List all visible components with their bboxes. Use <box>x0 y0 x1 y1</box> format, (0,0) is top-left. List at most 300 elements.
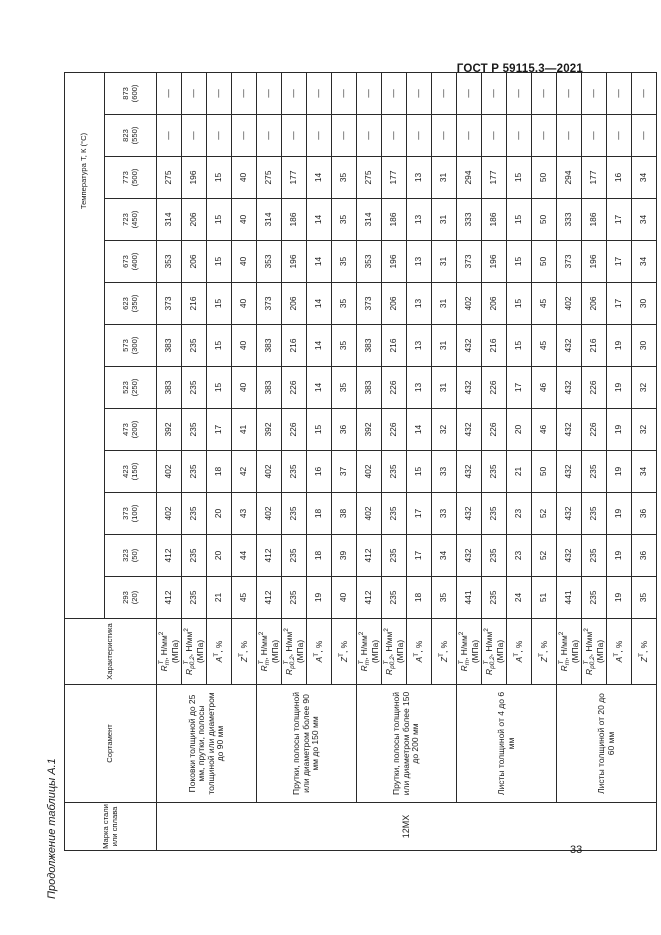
value-cell: 216 <box>582 325 607 367</box>
property-superscript: T <box>213 652 221 657</box>
unit-exponent: 2 <box>158 631 166 636</box>
value-cell: 235 <box>482 577 507 619</box>
value-cell: — <box>632 72 657 114</box>
value-cell: 235 <box>382 577 407 619</box>
value-cell: 35 <box>332 241 357 283</box>
temp-kelvin: 293 <box>121 591 131 604</box>
value-cell: 42 <box>232 451 257 493</box>
value-cell: 31 <box>432 241 457 283</box>
value-cell: — <box>407 72 432 114</box>
value-cell: 14 <box>307 157 332 199</box>
value-cell: — <box>607 72 632 114</box>
value-cell: 402 <box>457 283 482 325</box>
value-cell: 19 <box>607 535 632 577</box>
value-cell: 412 <box>257 535 282 577</box>
table-row <box>257 72 282 850</box>
property-superscript: T <box>638 653 646 657</box>
value-cell: — <box>307 115 332 157</box>
value-cell: 35 <box>332 325 357 367</box>
value-cell: 19 <box>607 577 632 619</box>
unit-mpa: (МПа) <box>594 639 605 664</box>
value-cell: 294 <box>457 157 482 199</box>
assortment-cell: Прутки, полосы толщиной или диаметром более 90 мм до 150 мм <box>257 685 357 803</box>
property-superscript: T <box>582 660 590 665</box>
value-cell: — <box>582 72 607 114</box>
characteristic-a <box>507 619 532 685</box>
value-cell: — <box>257 72 282 114</box>
value-cell: 18 <box>407 577 432 619</box>
assortment-cell: Листы толщиной от 20 до 60 мм <box>557 685 657 803</box>
value-cell: — <box>232 72 257 114</box>
value-cell: 432 <box>557 367 582 409</box>
temperature-header-cell <box>105 451 157 493</box>
value-cell: — <box>282 115 307 157</box>
value-cell: 432 <box>457 409 482 451</box>
assortment-cell: Прутки, полосы толщиной или диаметром более 150 до 200 мм <box>357 685 457 803</box>
percent-unit: , % <box>339 640 350 653</box>
value-cell: 333 <box>557 199 582 241</box>
temp-kelvin: 573 <box>121 339 131 352</box>
table-row <box>457 72 482 850</box>
value-cell: — <box>632 115 657 157</box>
stress-unit: , Н/мм <box>583 631 594 657</box>
value-cell: 32 <box>632 409 657 451</box>
value-cell: 15 <box>507 241 532 283</box>
characteristic-z <box>532 619 557 685</box>
temp-kelvin: 673 <box>121 255 131 268</box>
temp-celsius: (300) <box>129 336 139 355</box>
value-cell: 235 <box>482 535 507 577</box>
value-cell: — <box>532 115 557 157</box>
value-cell: 13 <box>407 157 432 199</box>
value-cell: 15 <box>207 199 232 241</box>
value-cell: 15 <box>207 283 232 325</box>
characteristic-a <box>407 619 432 685</box>
value-cell: 40 <box>232 283 257 325</box>
unit-exponent: 2 <box>558 631 566 636</box>
unit-exponent: 2 <box>258 631 266 636</box>
temperature-header-cell <box>105 283 157 325</box>
temp-celsius: (400) <box>129 252 139 271</box>
value-cell: 21 <box>207 577 232 619</box>
value-cell: 14 <box>307 283 332 325</box>
value-cell: 37 <box>332 451 357 493</box>
value-cell: — <box>157 72 182 114</box>
value-cell: 402 <box>157 493 182 535</box>
unit-mpa: (МПа) <box>569 639 580 664</box>
value-cell: 392 <box>157 409 182 451</box>
value-cell: 177 <box>382 157 407 199</box>
stress-unit: , Н/мм <box>483 631 494 657</box>
unit-exponent: 2 <box>583 628 591 632</box>
value-cell: 235 <box>582 493 607 535</box>
property-superscript: T <box>338 653 346 657</box>
value-cell: 314 <box>357 199 382 241</box>
property-subscript: p0,2 <box>288 656 296 669</box>
property-symbol: R <box>183 668 194 675</box>
unit-mpa: (МПа) <box>494 639 505 664</box>
property-symbol: R <box>158 665 169 672</box>
value-cell: 15 <box>207 157 232 199</box>
value-cell: 373 <box>457 241 482 283</box>
value-cell: 32 <box>632 367 657 409</box>
value-cell: 412 <box>157 535 182 577</box>
value-cell: 43 <box>232 493 257 535</box>
value-cell: 235 <box>182 493 207 535</box>
value-cell: 45 <box>532 283 557 325</box>
value-cell: 383 <box>157 325 182 367</box>
value-cell: 206 <box>182 241 207 283</box>
value-cell: 45 <box>532 325 557 367</box>
percent-unit: , % <box>414 640 425 653</box>
value-cell: 14 <box>307 325 332 367</box>
value-cell: 44 <box>232 535 257 577</box>
value-cell: 226 <box>482 409 507 451</box>
value-cell: — <box>382 115 407 157</box>
value-cell: 18 <box>207 451 232 493</box>
value-cell: 19 <box>307 577 332 619</box>
value-cell: 196 <box>182 157 207 199</box>
characteristic-z <box>332 619 357 685</box>
temp-celsius: (550) <box>129 126 139 145</box>
value-cell: — <box>207 115 232 157</box>
value-cell: — <box>182 115 207 157</box>
value-cell: 19 <box>607 493 632 535</box>
value-cell: — <box>282 72 307 114</box>
temperature-header-cell <box>105 157 157 199</box>
value-cell: 226 <box>382 409 407 451</box>
value-cell: 30 <box>632 325 657 367</box>
temp-kelvin: 423 <box>121 465 131 478</box>
value-cell: 235 <box>482 451 507 493</box>
value-cell: 432 <box>557 325 582 367</box>
unit-mpa: (МПа) <box>169 639 180 664</box>
value-cell: 51 <box>532 577 557 619</box>
value-cell: 46 <box>532 409 557 451</box>
value-cell: — <box>357 115 382 157</box>
value-cell: 40 <box>232 367 257 409</box>
header-grade: Марка стали или сплава <box>65 803 157 851</box>
stress-unit: , Н/мм <box>458 635 469 660</box>
property-subscript: p0,2 <box>188 656 196 669</box>
value-cell: — <box>457 72 482 114</box>
value-cell: 235 <box>582 451 607 493</box>
stress-unit: , Н/мм <box>558 635 569 660</box>
value-cell: 402 <box>157 451 182 493</box>
value-cell: 34 <box>632 451 657 493</box>
property-symbol: A <box>214 656 225 663</box>
unit-exponent: 2 <box>358 631 366 636</box>
property-superscript: T <box>538 653 546 657</box>
value-cell: 186 <box>382 199 407 241</box>
percent-unit: , % <box>514 640 525 653</box>
value-cell: 353 <box>257 241 282 283</box>
value-cell: 432 <box>557 451 582 493</box>
stress-unit: , Н/мм <box>183 631 194 657</box>
value-cell: — <box>557 72 582 114</box>
value-cell: 31 <box>432 283 457 325</box>
value-cell: 40 <box>232 241 257 283</box>
value-cell: 186 <box>582 199 607 241</box>
rotated-table-area <box>42 71 650 901</box>
value-cell: — <box>232 115 257 157</box>
property-superscript: T <box>257 660 265 665</box>
property-symbol: R <box>458 665 469 672</box>
value-cell: 383 <box>257 367 282 409</box>
value-cell: 177 <box>482 157 507 199</box>
temp-celsius: (600) <box>129 84 139 103</box>
value-cell: 13 <box>407 241 432 283</box>
value-cell: — <box>307 72 332 114</box>
value-cell: 52 <box>532 493 557 535</box>
value-cell: 34 <box>632 199 657 241</box>
steel-grade-cell: 12МХ <box>157 803 657 851</box>
value-cell: 235 <box>182 325 207 367</box>
value-cell: 33 <box>432 451 457 493</box>
value-cell: 275 <box>357 157 382 199</box>
value-cell: 19 <box>607 451 632 493</box>
value-cell: 402 <box>357 493 382 535</box>
characteristic-rp <box>182 619 207 685</box>
value-cell: 17 <box>607 199 632 241</box>
unit-mpa: (МПа) <box>394 639 405 664</box>
percent-unit: , % <box>214 640 225 653</box>
value-cell: 15 <box>207 325 232 367</box>
value-cell: 38 <box>332 493 357 535</box>
value-cell: — <box>457 115 482 157</box>
value-cell: 186 <box>482 199 507 241</box>
table-row <box>157 72 182 850</box>
value-cell: 196 <box>282 241 307 283</box>
temperature-header-cell <box>105 367 157 409</box>
value-cell: — <box>507 115 532 157</box>
characteristic-rm <box>157 619 182 685</box>
value-cell: 392 <box>257 409 282 451</box>
value-cell: 226 <box>282 409 307 451</box>
value-cell: 15 <box>507 283 532 325</box>
header-assortment: Сортамент <box>65 685 157 803</box>
properties-table <box>64 72 657 851</box>
value-cell: 383 <box>157 367 182 409</box>
table-caption: Продолжение таблицы А.1 <box>46 758 58 899</box>
value-cell: 18 <box>307 493 332 535</box>
stress-unit: , Н/мм <box>383 631 394 657</box>
value-cell: 15 <box>407 451 432 493</box>
value-cell: 441 <box>557 577 582 619</box>
value-cell: — <box>382 72 407 114</box>
value-cell: 432 <box>557 535 582 577</box>
value-cell: 13 <box>407 325 432 367</box>
characteristic-a <box>207 619 232 685</box>
value-cell: 34 <box>632 157 657 199</box>
value-cell: 41 <box>232 409 257 451</box>
characteristic-z <box>432 619 457 685</box>
value-cell: 23 <box>507 535 532 577</box>
value-cell: 206 <box>382 283 407 325</box>
temp-celsius: (450) <box>129 210 139 229</box>
document-header: ГОСТ Р 59115.3—2021 <box>456 63 583 75</box>
value-cell: — <box>357 72 382 114</box>
percent-unit: , % <box>314 640 325 653</box>
temp-celsius: (500) <box>129 168 139 187</box>
temp-kelvin: 823 <box>121 129 131 142</box>
value-cell: — <box>532 72 557 114</box>
characteristic-rp <box>382 619 407 685</box>
value-cell: — <box>482 115 507 157</box>
value-cell: 50 <box>532 157 557 199</box>
value-cell: 412 <box>357 577 382 619</box>
stress-unit: , Н/мм <box>358 635 369 660</box>
value-cell: 226 <box>582 409 607 451</box>
value-cell: 383 <box>357 325 382 367</box>
value-cell: 40 <box>232 199 257 241</box>
unit-exponent: 2 <box>483 628 491 632</box>
property-superscript: T <box>238 653 246 657</box>
value-cell: 34 <box>432 535 457 577</box>
temperature-header-cell <box>105 199 157 241</box>
value-cell: 206 <box>282 283 307 325</box>
temperature-header-cell <box>105 577 157 619</box>
temp-celsius: (50) <box>129 548 139 563</box>
value-cell: 235 <box>182 451 207 493</box>
value-cell: 196 <box>582 241 607 283</box>
value-cell: 353 <box>157 241 182 283</box>
temp-kelvin: 523 <box>121 381 131 394</box>
temp-kelvin: 323 <box>121 549 131 562</box>
unit-mpa: (МПа) <box>369 639 380 664</box>
value-cell: 333 <box>457 199 482 241</box>
value-cell: 402 <box>557 283 582 325</box>
value-cell: 373 <box>357 283 382 325</box>
temperature-header-cell <box>105 493 157 535</box>
value-cell: — <box>482 72 507 114</box>
value-cell: 15 <box>207 367 232 409</box>
value-cell: 206 <box>182 199 207 241</box>
value-cell: 235 <box>282 493 307 535</box>
unit-exponent: 2 <box>183 628 191 632</box>
value-cell: 24 <box>507 577 532 619</box>
unit-mpa: (МПа) <box>194 639 205 664</box>
property-symbol: Z <box>539 656 550 663</box>
value-cell: 13 <box>407 367 432 409</box>
value-cell: 235 <box>482 493 507 535</box>
value-cell: — <box>257 115 282 157</box>
value-cell: 35 <box>332 199 357 241</box>
value-cell: 50 <box>532 451 557 493</box>
value-cell: 432 <box>457 325 482 367</box>
value-cell: 206 <box>582 283 607 325</box>
property-symbol: R <box>558 665 569 672</box>
unit-mpa: (МПа) <box>269 639 280 664</box>
value-cell: 383 <box>357 367 382 409</box>
property-subscript: p0,2 <box>388 656 396 669</box>
value-cell: 13 <box>407 199 432 241</box>
value-cell: 432 <box>457 451 482 493</box>
temp-celsius: (150) <box>129 462 139 481</box>
value-cell: 177 <box>582 157 607 199</box>
value-cell: 275 <box>157 157 182 199</box>
temp-kelvin: 373 <box>121 507 131 520</box>
value-cell: 402 <box>257 451 282 493</box>
unit-exponent: 2 <box>283 628 291 632</box>
characteristic-z <box>232 619 257 685</box>
characteristic-rm <box>357 619 382 685</box>
value-cell: 15 <box>507 199 532 241</box>
value-cell: — <box>607 115 632 157</box>
property-superscript: T <box>613 652 621 657</box>
value-cell: 17 <box>207 409 232 451</box>
property-superscript: T <box>438 653 446 657</box>
value-cell: 36 <box>632 493 657 535</box>
page-number: 33 <box>570 844 583 856</box>
value-cell: 392 <box>357 409 382 451</box>
value-cell: 14 <box>307 241 332 283</box>
value-cell: 235 <box>582 535 607 577</box>
temperature-header-cell <box>105 115 157 157</box>
property-superscript: T <box>457 660 465 665</box>
value-cell: 14 <box>307 367 332 409</box>
value-cell: 17 <box>507 367 532 409</box>
header-characteristic: Характеристика <box>65 619 157 685</box>
stress-unit: , Н/мм <box>158 635 169 660</box>
value-cell: — <box>332 115 357 157</box>
characteristic-a <box>307 619 332 685</box>
value-cell: — <box>507 72 532 114</box>
property-symbol: A <box>514 656 525 663</box>
percent-unit: , % <box>239 640 250 653</box>
characteristic-rp <box>582 619 607 685</box>
property-subscript: m <box>563 659 571 666</box>
value-cell: — <box>207 72 232 114</box>
stress-unit: , Н/мм <box>258 635 269 660</box>
value-cell: 20 <box>207 535 232 577</box>
value-cell: 235 <box>382 493 407 535</box>
value-cell: 441 <box>457 577 482 619</box>
property-symbol: A <box>314 656 325 663</box>
value-cell: 17 <box>407 493 432 535</box>
value-cell: 402 <box>257 493 282 535</box>
property-symbol: Z <box>239 656 250 663</box>
stress-unit: , Н/мм <box>283 631 294 657</box>
property-subscript: m <box>263 659 271 666</box>
value-cell: 17 <box>407 535 432 577</box>
value-cell: 432 <box>557 493 582 535</box>
value-cell: 31 <box>432 325 457 367</box>
value-cell: 19 <box>607 409 632 451</box>
property-superscript: T <box>513 652 521 657</box>
characteristic-rp <box>282 619 307 685</box>
value-cell: 432 <box>457 535 482 577</box>
characteristic-a <box>607 619 632 685</box>
characteristic-z <box>632 619 657 685</box>
value-cell: — <box>157 115 182 157</box>
value-cell: 31 <box>432 367 457 409</box>
value-cell: 186 <box>282 199 307 241</box>
temp-kelvin: 773 <box>121 171 131 184</box>
property-superscript: T <box>482 660 490 665</box>
value-cell: 412 <box>257 577 282 619</box>
value-cell: 235 <box>182 535 207 577</box>
value-cell: 383 <box>257 325 282 367</box>
property-subscript: p0,2 <box>488 656 496 669</box>
value-cell: 31 <box>432 199 457 241</box>
value-cell: 30 <box>632 283 657 325</box>
property-superscript: T <box>182 660 190 665</box>
property-superscript: T <box>157 660 165 665</box>
value-cell: 294 <box>557 157 582 199</box>
value-cell: 14 <box>407 409 432 451</box>
value-cell: 40 <box>232 325 257 367</box>
